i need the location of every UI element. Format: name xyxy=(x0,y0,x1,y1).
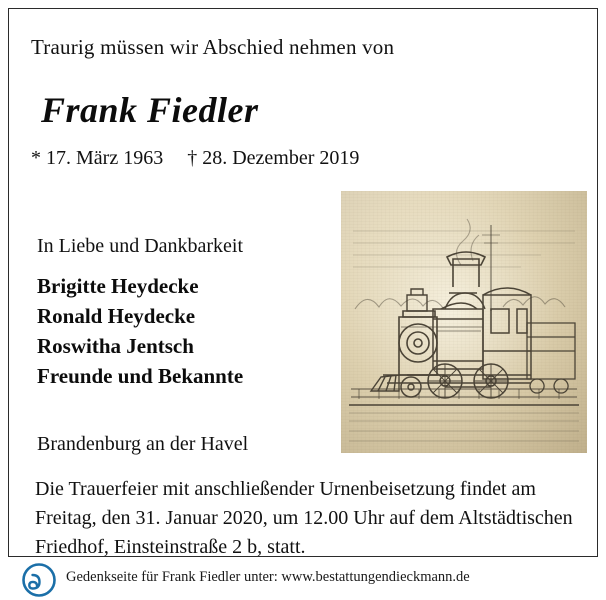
life-dates xyxy=(31,147,359,170)
list-item: Ronald Heydecke xyxy=(37,304,196,328)
photo-grain-overlay xyxy=(341,191,587,453)
intro-text: Traurig müssen wir Abschied nehmen von xyxy=(31,35,395,59)
death-date: † 28. Dezember 2019 xyxy=(187,147,360,169)
mourners-list xyxy=(37,271,243,391)
notice-card xyxy=(8,8,598,557)
ceremony-details: Die Trauerfeier mit anschließender Urnenbeisetzung findet am Freitag, den 31. Januar 2020, um 12.00 Uhr auf dem Altstädtischen Friedhof, Einsteinstraße 2 b, statt. xyxy=(35,478,573,558)
memorial-page-link[interactable]: Gedenkseite für Frank Fiedler unter: www.bestattungendieckmann.de xyxy=(66,569,470,585)
gratitude-line: In Liebe und Dankbarkeit xyxy=(37,235,244,257)
city-line: Brandenburg an der Havel xyxy=(37,433,249,455)
steam-locomotive-photo xyxy=(341,191,587,453)
list-item: Roswitha Jentsch xyxy=(37,334,194,358)
deceased-name: Frank Fiedler xyxy=(41,90,259,130)
birth-date: * 17. März 1963 xyxy=(31,147,164,169)
footer-bar xyxy=(0,560,606,600)
funeral-home-logo-icon xyxy=(22,563,56,597)
list-item: Freunde und Bekannte xyxy=(37,364,244,388)
list-item: Brigitte Heydecke xyxy=(37,274,199,298)
